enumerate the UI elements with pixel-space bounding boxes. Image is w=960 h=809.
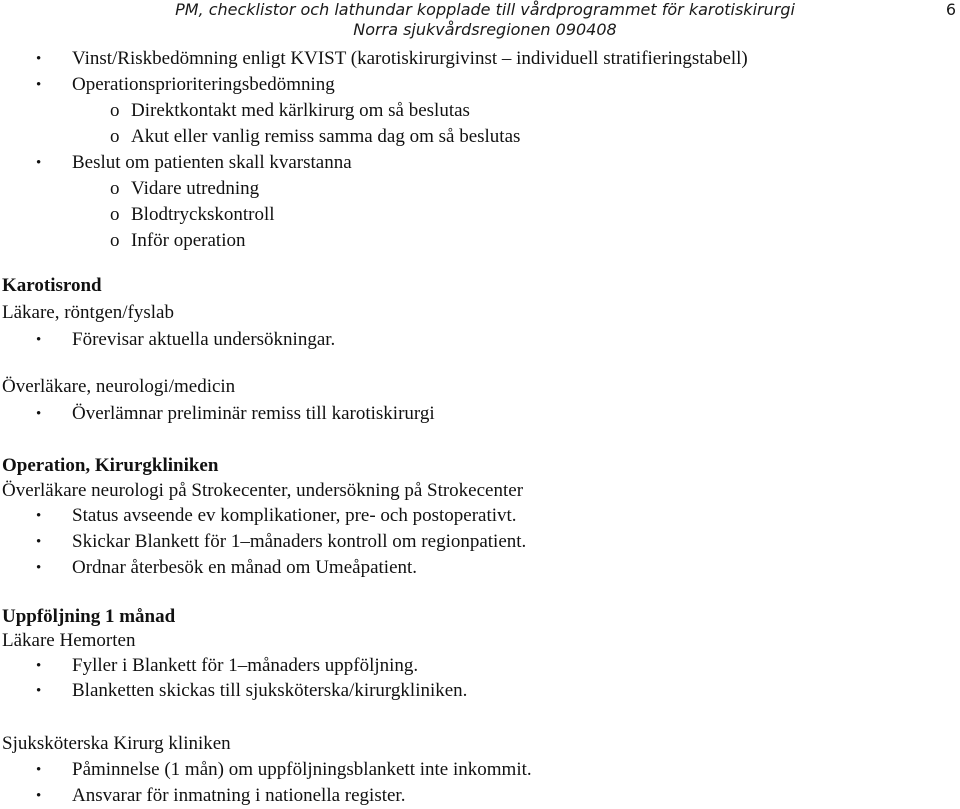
role-label: Läkare, röntgen/fyslab: [2, 302, 174, 323]
circle-marker-icon: o: [110, 100, 120, 121]
bullet-icon: •: [36, 508, 42, 524]
role-label: Läkare Hemorten: [2, 630, 136, 651]
bullet-icon: •: [36, 788, 42, 804]
section-heading: Uppföljning 1 månad: [2, 606, 176, 627]
bullet-icon: •: [36, 332, 42, 348]
section-heading: Operation, Kirurgkliniken: [2, 455, 219, 476]
header-subtitle: Norra sjukvårdsregionen 090408: [353, 20, 617, 39]
circle-marker-icon: o: [110, 204, 120, 225]
bullet-icon: •: [36, 406, 42, 422]
circle-marker-icon: o: [110, 178, 120, 199]
bullet-icon: •: [36, 51, 42, 67]
page-header: [0, 0, 960, 46]
section-heading: Karotisrond: [2, 275, 102, 296]
bullet-icon: •: [36, 155, 42, 171]
circle-marker-icon: o: [110, 126, 120, 147]
header-title: PM, checklistor och lathundar kopplade till vårdprogrammet för karotiskirurgi: [175, 0, 795, 19]
bullet-icon: •: [36, 683, 42, 699]
role-label: Sjuksköterska Kirurg kliniken: [2, 733, 231, 754]
bullet-icon: •: [36, 534, 42, 550]
bullet-icon: •: [36, 762, 42, 778]
role-label: Överläkare neurologi på Strokecenter, undersökning på Strokecenter: [2, 480, 524, 501]
role-label: Överläkare, neurologi/medicin: [2, 376, 236, 397]
page-number: 6: [945, 0, 956, 19]
bullet-icon: •: [36, 77, 42, 93]
circle-marker-icon: o: [110, 230, 120, 251]
bullet-icon: •: [36, 560, 42, 576]
bullet-icon: •: [36, 658, 42, 674]
